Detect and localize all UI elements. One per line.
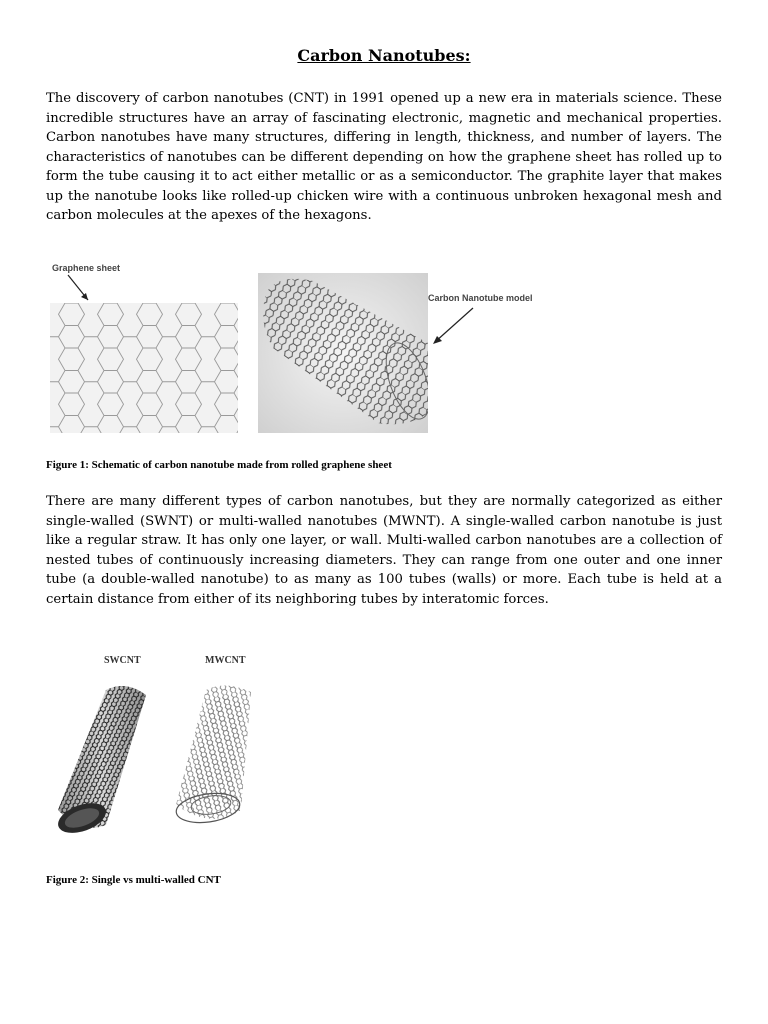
swcnt-mwcnt-image [46,670,286,850]
swcnt-label: SWCNT [104,655,141,666]
nanotube-arrow [425,302,485,352]
carbon-nanotube-image [258,273,428,433]
graphene-sheet-image [50,303,238,433]
nanotube-model-label: Carbon Nanotube model [428,293,533,303]
page-title: Carbon Nanotubes: [297,46,471,65]
figure1-caption: Figure 1: Schematic of carbon nanotube made from rolled graphene sheet [46,459,392,471]
mwcnt-label: MWCNT [205,655,246,666]
intro-paragraph: The discovery of carbon nanotubes (CNT) in 1991 opened up a new era in materials science. These incredible structures have an array of fascinating electronic, magnetic and mechanical properties. Carbon nanotubes have many structures, differing in length, thickness, and number of layers. The characteristics of nanotubes can be different depending on how the graphene sheet has rolled up to form the tube causing it to act either metallic or as a semiconductor. The graphite layer that makes up the nanotube looks like rolled-up chicken wire with a continuous unbroken hexagonal mesh and carbon molecules at the apexes of the hexagons. [46,91,722,223]
types-paragraph: There are many different types of carbon nanotubes, but they are normally categorized as either single-walled (SWNT) or multi-walled nanotubes (MWNT). A single-walled carbon nanotube is just like a regular straw. It has only one layer, or wall. Multi-walled carbon nanotubes are a collection of nested tubes of continuously increasing diameters. They can range from one outer and one inner tube (a double-walled nanotube) to as many as 100 tubes (walls) or more. Each tube is held at a certain distance from either of its neighboring tubes by interatomic forces. [46,494,722,607]
figure2-caption: Figure 2: Single vs multi-walled CNT [46,874,221,886]
graphene-sheet-label: Graphene sheet [52,263,121,273]
